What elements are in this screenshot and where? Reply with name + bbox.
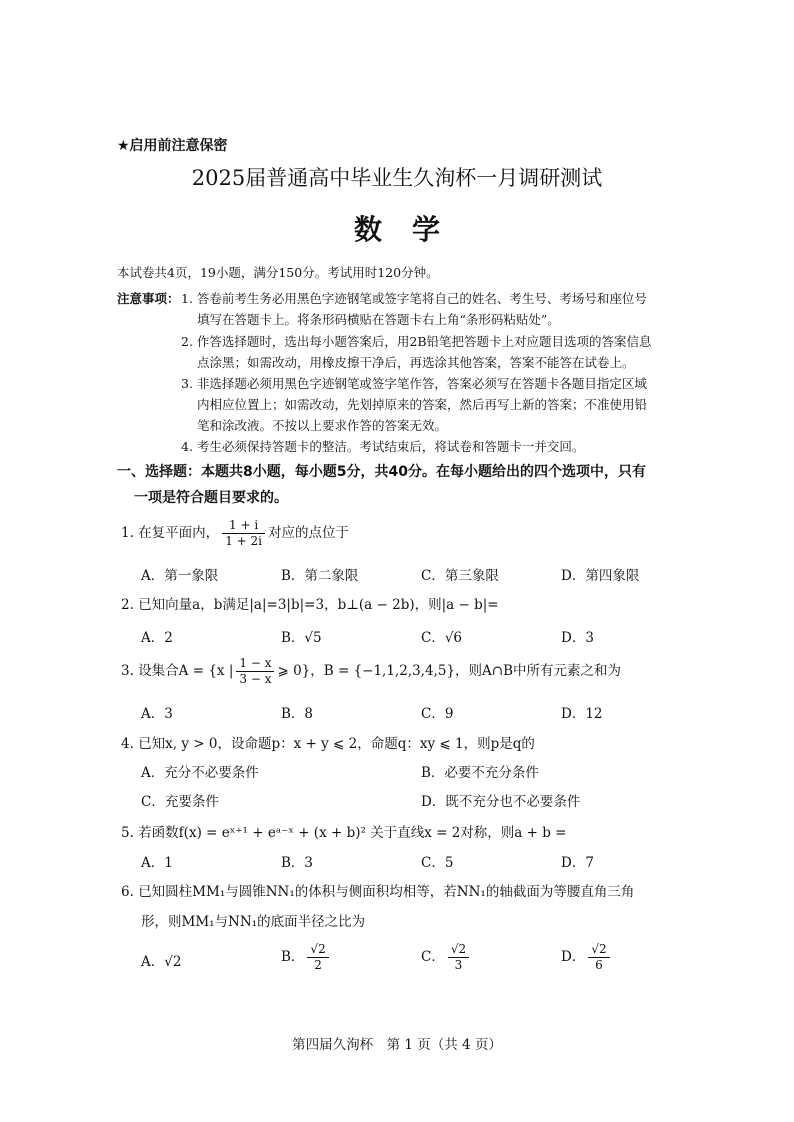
option-label: C． xyxy=(421,949,445,965)
question-number: 6. xyxy=(121,884,134,900)
option-label: B． xyxy=(281,949,305,965)
option-d xyxy=(561,942,613,973)
section-heading: 一、选择题：本题共8小题，每小题5分，共40分。在每小题给出的四个选项中，只有 xyxy=(117,464,646,480)
question-text: 若函数f(x) = eˣ⁺¹ + eᵃ⁻ˣ + (x + b)² 关于直线x = 2对称，则a + b = xyxy=(138,825,567,841)
option-b: B．8 xyxy=(281,706,314,722)
option-b: B．第二象限 xyxy=(281,568,359,584)
option-b: B．必要不充分条件 xyxy=(421,765,539,781)
note-line: 笔和涂改液。不按以上要求作答的答案无效。 xyxy=(197,418,448,433)
option-b xyxy=(281,942,332,973)
note-line: 4. 考生必须保持答题卡的整洁。考试结束后，将试卷和答题卡一并交回。 xyxy=(181,439,585,454)
notes-label: 注意事项： xyxy=(117,291,180,306)
question-number: 1. xyxy=(121,525,134,541)
note-line: 内相应位置上；如需改动，先划掉原来的答案，然后再写上新的答案；不准使用铅 xyxy=(197,397,648,412)
fraction-denominator: 1 + 2i xyxy=(225,534,262,548)
note-line: 1. 答卷前考生务必用黑色字迹钢笔或签字笔将自己的姓名、考生号、考场号和座位号 xyxy=(181,291,647,306)
question-text: 已知x, y > 0，设命题p：x + y ⩽ 2，命题q：xy ⩽ 1，则p是q的 xyxy=(138,736,535,752)
fraction-denominator: 3 − x xyxy=(239,672,272,686)
question-number: 2. xyxy=(121,597,134,613)
option-a: A．3 xyxy=(141,706,173,722)
option-c xyxy=(421,942,472,973)
option-a: A．1 xyxy=(141,855,173,871)
question-4 xyxy=(121,732,535,752)
fraction-denominator: 6 xyxy=(595,958,603,972)
fraction-denominator: 3 xyxy=(454,958,463,972)
option-c: C．9 xyxy=(421,706,454,722)
question-6-cont: 形，则MM₁与NN₁的底面半径之比为 xyxy=(141,914,366,930)
question-5 xyxy=(121,821,566,841)
confidential-label: ★启用前注意保密 xyxy=(117,138,228,154)
question-1 xyxy=(121,518,349,549)
fraction xyxy=(448,942,469,973)
option-label: D． xyxy=(561,949,586,965)
question-2 xyxy=(121,593,499,613)
fraction xyxy=(307,942,328,973)
fraction-denominator: 2 xyxy=(314,958,322,972)
option-d: D．第四象限 xyxy=(561,568,640,584)
question-text: ⩾ 0}，B = {−1,1,2,3,4,5}，则A∩B中所有元素之和为 xyxy=(277,663,622,679)
question-text: 已知圆柱MM₁与圆锥NN₁的体积与侧面积均相等，若NN₁的轴截面为等腰直角三角 xyxy=(138,884,635,900)
question-6 xyxy=(121,880,634,900)
option-d: D．既不充分也不必要条件 xyxy=(421,794,581,810)
question-text: 已知向量a，b满足|a|=3|b|=3，b⊥(a − 2b)，则|a − b|= xyxy=(138,597,499,613)
question-text: 设集合A = {x | xyxy=(138,663,234,679)
option-b: B．3 xyxy=(281,855,314,871)
fraction-numerator: 1 + i xyxy=(222,518,265,534)
question-text: 在复平面内， xyxy=(138,525,220,541)
section-heading-cont: 一项是符合题目要求的。 xyxy=(134,490,288,506)
note-line: 填写在答题卡上。将条形码横贴在答题卡右上角“条形码粘贴处”。 xyxy=(197,312,560,327)
option-d: D．12 xyxy=(561,706,603,722)
note-line: 2. 作答选择题时，选出每小题答案后，用2B铅笔把答题卡上对应题目选项的答案信息 xyxy=(181,334,652,349)
exam-title: 2025届普通高中毕业生久洵杯一月调研测试 xyxy=(191,166,603,190)
note-line: 点涂黑；如需改动，用橡皮擦干净后，再选涂其他答案，答案不能答在试卷上。 xyxy=(197,355,635,370)
option-a: A．第一象限 xyxy=(141,568,219,584)
exam-intro: 本试卷共4页，19小题，满分150分。考试用时120分钟。 xyxy=(117,265,439,280)
option-b: B．√5 xyxy=(281,630,322,646)
fraction xyxy=(588,942,609,973)
subject-title: 数学 xyxy=(353,213,470,246)
question-3 xyxy=(121,656,621,687)
fraction-numerator: 1 − x xyxy=(236,656,274,672)
option-d: D．3 xyxy=(561,630,594,646)
question-number: 3. xyxy=(121,663,134,679)
fraction-numerator: √2 xyxy=(588,942,609,958)
option-label: A． xyxy=(141,954,165,970)
fraction xyxy=(222,518,265,549)
fraction-numerator: √2 xyxy=(307,942,328,958)
question-number: 5. xyxy=(121,825,134,841)
option-a xyxy=(141,950,181,970)
fraction-numerator: √2 xyxy=(448,942,469,958)
fraction xyxy=(236,656,274,687)
option-a: A．2 xyxy=(141,630,173,646)
option-c: C．第三象限 xyxy=(421,568,499,584)
option-a: A．充分不必要条件 xyxy=(141,765,259,781)
option-c: C．√6 xyxy=(421,630,463,646)
option-c: C．充要条件 xyxy=(141,794,219,810)
question-text: 对应的点位于 xyxy=(267,525,349,541)
note-line: 3. 非选择题必须用黑色字迹钢笔或签字笔作答，答案必须写在答题卡各题目指定区域 xyxy=(181,376,647,391)
option-d: D．7 xyxy=(561,855,594,871)
option-value: √2 xyxy=(164,954,182,970)
option-c: C．5 xyxy=(421,855,454,871)
question-number: 4. xyxy=(121,736,134,752)
page-footer: 第四届久洵杯 第 1 页（共 4 页） xyxy=(292,1037,502,1053)
